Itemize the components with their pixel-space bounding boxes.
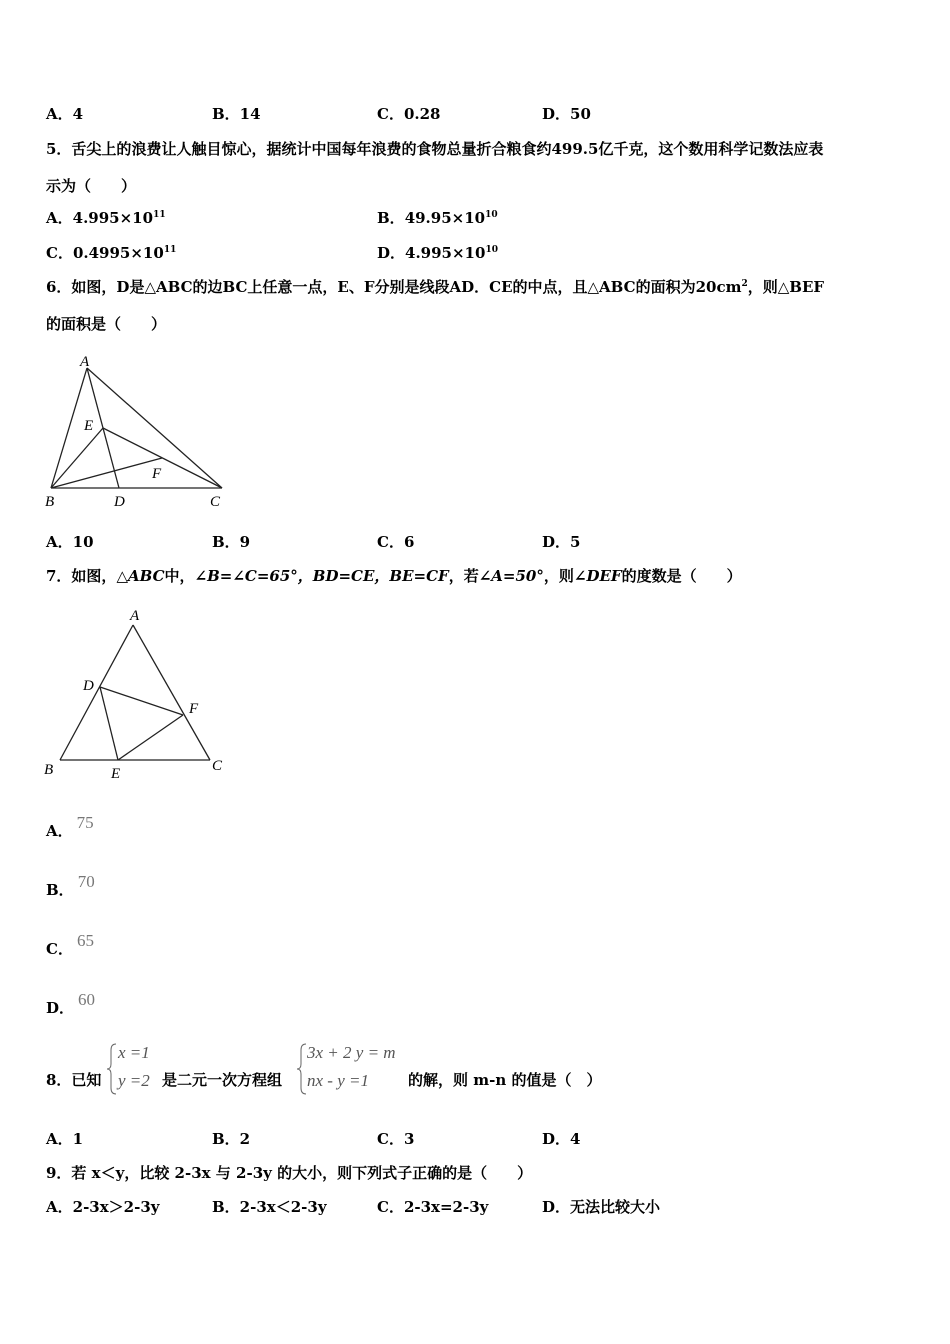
q7-label-b: B <box>44 762 54 778</box>
q6-label-f: F <box>152 466 162 482</box>
q5-stem-line2: 示为（ ） <box>46 177 137 195</box>
q8-option-a: A．1 <box>46 1130 84 1148</box>
q6-option-b: B．9 <box>212 533 251 551</box>
q5-stem-line1: 5．舌尖上的浪费让人触目惊心，据统计中国每年浪费的食物总量折合粮食约499.5亿千克，这个数用科学记数法应表 <box>46 140 824 158</box>
q6-label-a: A <box>80 354 90 370</box>
q7-label-c: C <box>212 758 223 774</box>
q6-option-a: A．10 <box>46 533 94 551</box>
q6-segment-be <box>51 428 103 488</box>
q7-segment-ef <box>118 715 183 760</box>
q5-option-d: D．$4.995\times 10^{10}$ <box>377 244 498 262</box>
q6-option-c: C．6 <box>377 533 415 551</box>
q4-option-a: A．4 <box>46 105 84 123</box>
q7-label-d: D <box>83 678 94 694</box>
q5-option-c: C．$0.4995\times 10^{11}$ <box>46 244 177 262</box>
q7-stem: 7．如图，△ABC中，∠B=∠C=65°，BD=CE，BE=CF，若∠A=50°，则∠DEF的度数是（ ） <box>46 567 742 585</box>
q8-system1-line2: y =2 <box>118 1071 150 1090</box>
q6-option-d: D．5 <box>542 533 581 551</box>
q8-option-d: D．4 <box>542 1130 581 1148</box>
q6-edge-ab <box>51 368 87 488</box>
q6-stem-line1: 6．如图，D是△ABC的边BC上任意一点，E、F分别是线段AD．CE的中点，且△ABC的面积为$20cm^2$，则△BEF <box>46 278 825 296</box>
q7-label-e: E <box>111 766 121 782</box>
q6-segment-ec <box>103 428 222 488</box>
q6-label-c: C <box>210 494 221 510</box>
q6-stem-line2: 的面积是（ ） <box>46 315 167 333</box>
q6-triangle-figure <box>40 350 240 515</box>
q4-option-c: C．0.28 <box>377 105 441 123</box>
q8-suffix: 的解，则 m-n 的值是（ ） <box>408 1071 602 1089</box>
q8-system2-line1: 3x + 2 y = m <box>307 1043 396 1062</box>
q9-option-d: D．无法比较大小 <box>542 1198 661 1216</box>
q9-option-c: C．2-3x=2-3y <box>377 1198 489 1216</box>
q4-option-d: D．50 <box>542 105 591 123</box>
q7-edge-ab <box>60 625 133 760</box>
q8-option-c: C．3 <box>377 1130 415 1148</box>
q6-label-b: B <box>45 494 55 510</box>
q7-segment-de <box>100 687 118 760</box>
q7-label-f: F <box>189 701 199 717</box>
q8-brace-left-1 <box>106 1042 118 1096</box>
q6-label-e: E <box>84 418 94 434</box>
q4-option-b: B．14 <box>212 105 261 123</box>
q7-edge-ac <box>133 625 210 760</box>
q8-prefix: 8．已知 <box>46 1071 102 1089</box>
q9-option-b: B．2-3x＜2-3y <box>212 1198 327 1216</box>
q8-system2-line2: nx - y =1 <box>307 1071 369 1090</box>
q5-option-b: B．$49.95\times 10^{10}$ <box>377 209 498 227</box>
q7-option-b: B． 70 <box>46 872 95 899</box>
q5-option-a: A．$4.995\times 10^{11}$ <box>46 209 166 227</box>
q9-stem: 9．若 x＜y，比较 2-3x 与 2-3y 的大小，则下列式子正确的是（ ） <box>46 1164 533 1182</box>
q6-label-d: D <box>114 494 125 510</box>
q7-option-d: D． 60 <box>46 990 96 1017</box>
q6-segment-bf <box>51 458 162 488</box>
q9-option-a: A．2-3x＞2-3y <box>46 1198 160 1216</box>
q8-middle-text: 是二元一次方程组 <box>162 1071 283 1089</box>
q8-system1-line1: x =1 <box>118 1043 150 1062</box>
q7-label-a: A <box>130 608 140 624</box>
q7-option-a: A． 75 <box>46 813 94 840</box>
q8-option-b: B．2 <box>212 1130 251 1148</box>
q7-triangle-figure <box>40 600 240 785</box>
q7-option-c: C． 65 <box>46 931 94 958</box>
